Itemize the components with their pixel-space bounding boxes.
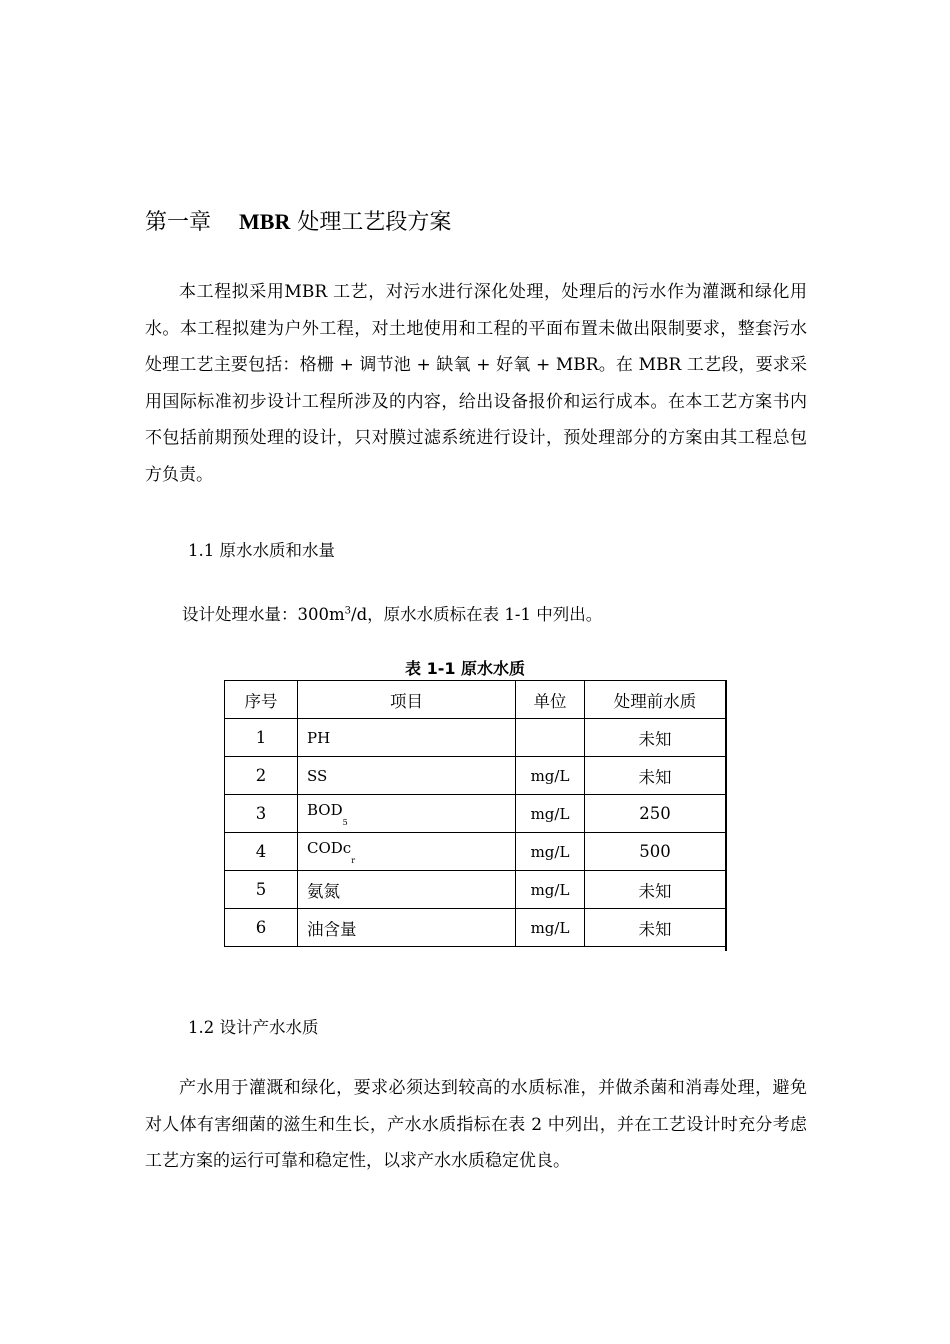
chapter-title-mbr: MBR	[239, 209, 291, 234]
chapter-title	[145, 205, 451, 236]
cell-unit: mg/L	[516, 833, 585, 871]
chapter-number: 第一章	[145, 210, 212, 235]
header-value: 处理前水质	[585, 681, 726, 719]
table-caption: 表 1-1 原水水质	[405, 659, 526, 678]
cell-no: 2	[225, 757, 298, 795]
cell-item: 油含量	[298, 909, 516, 947]
raw-water-quality-table	[224, 680, 726, 947]
output-paragraph	[145, 1070, 807, 1180]
cell-unit: mg/L	[516, 795, 585, 833]
table-row	[225, 719, 726, 757]
output-text: 产水用于灌溉和绿化，要求必须达到较高的水质标准，并做杀菌和消毒处理，避免对人体有害细菌的滋生和生长，产水水质指标在表 2 中列出，并在工艺设计时充分考虑工艺方案的运行可靠和稳定性，以求产水水质稳定优良。	[145, 1078, 807, 1171]
design-flow-suffix: /d，原水水质标在表 1-1 中列出。	[351, 605, 603, 624]
cell-unit	[516, 719, 585, 757]
cell-value: 未知	[585, 757, 726, 795]
table-row	[225, 757, 726, 795]
cell-no: 4	[225, 833, 298, 871]
cell-unit: mg/L	[516, 909, 585, 947]
intro-text: 本工程拟采用MBR 工艺，对污水进行深化处理，处理后的污水作为灌溉和绿化用水。本工程拟建为户外工程，对土地使用和工程的平面布置未做出限制要求，整套污水处理工艺主要包括：格栅 + 调节池 + 缺氧 + 好氧 + MBR。在 MBR 工艺段，要求采用国际标准初步设计工程所涉及的内容，给出设备报价和运行成本。在本工艺方案书内不包括前期预处理的设计，只对膜过滤系统进行设计，预处理部分的方案由其工程总包方负责。	[145, 282, 807, 485]
table-row	[225, 795, 726, 833]
chapter-title-rest: 处理工艺段方案	[290, 210, 452, 235]
cell-item: $BOD_5$	[298, 795, 516, 833]
header-unit: 单位	[516, 681, 585, 719]
intro-paragraph	[145, 274, 807, 493]
table-right-border	[725, 680, 727, 951]
design-flow-prefix: 设计处理水量：300m	[182, 605, 345, 624]
cell-no: 5	[225, 871, 298, 909]
cell-unit: mg/L	[516, 871, 585, 909]
design-flow-sup: 3	[344, 605, 352, 617]
cell-no: 3	[225, 795, 298, 833]
table-header-row	[225, 681, 726, 719]
design-flow-line	[182, 601, 602, 625]
cell-value: 未知	[585, 909, 726, 947]
cell-no: 6	[225, 909, 298, 947]
cell-value: 未知	[585, 719, 726, 757]
header-no: 序号	[225, 681, 298, 719]
cell-item: SS	[298, 757, 516, 795]
table-row	[225, 833, 726, 871]
header-item: 项目	[298, 681, 516, 719]
section-heading-1-2: 1.2 设计产水水质	[188, 1018, 319, 1037]
cell-value: 250	[585, 795, 726, 833]
cell-item: 氨氮	[298, 871, 516, 909]
table-row	[225, 909, 726, 947]
cell-no: 1	[225, 719, 298, 757]
table-row	[225, 871, 726, 909]
section-heading-1-1: 1.1 原水水质和水量	[188, 541, 335, 560]
cell-unit: mg/L	[516, 757, 585, 795]
cell-item: PH	[298, 719, 516, 757]
cell-value: 未知	[585, 871, 726, 909]
cell-value: 500	[585, 833, 726, 871]
cell-item: CODc$_r$	[298, 833, 516, 871]
